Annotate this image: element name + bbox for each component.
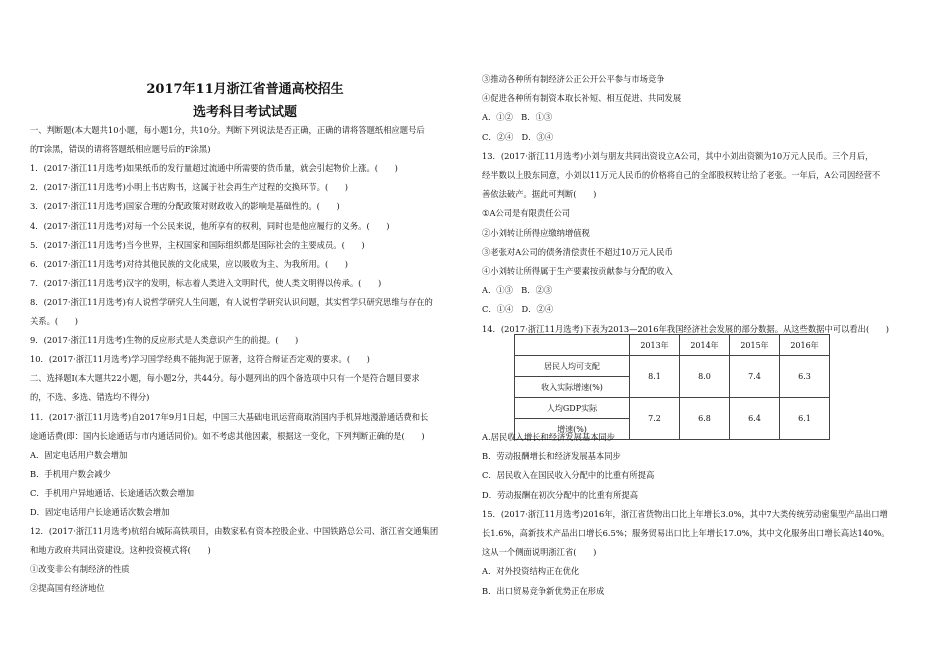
text-line: 6．(2017·浙江11月选考)对待其他民族的文化成果，应以吸收为主、为我所用。( ) <box>30 258 349 269</box>
table-row-label: 人均GDP实际 <box>515 398 630 419</box>
text-line: 二、选择题Ⅰ(本大题共22小题，每小题2分，共44分。每小题列出的四个备选项中只有一个是符合题目要求 <box>30 373 420 384</box>
text-line: ③推动各种所有制经济公正公开公平参与市场竞争 <box>482 74 665 84</box>
text-line: 15．(2017·浙江11月选考)2016年，浙江省货物出口比上年增长3.0%，其中7大类传统劳动密集型产品出口增 <box>482 508 888 519</box>
text-line: ①改变非公有制经济的性质 <box>30 564 130 575</box>
text-line: 这从一个侧面说明浙江省( ) <box>482 547 597 558</box>
text-line: C．居民收入在国民收入分配中的比重有所提高 <box>482 470 655 481</box>
text-line: D．固定电话用户长途通话次数会增加 <box>30 507 170 517</box>
text-line: ④小刘转让所得属于生产要素按贡献参与分配的收入 <box>482 266 673 276</box>
text-line: C．①④ D．②④ <box>482 304 554 315</box>
table-row <box>515 356 830 377</box>
text-line: 途通话费(即：国内长途通话与市内通话同价)。如不考虑其他因素，根据这一变化，下列判断正确的是( ) <box>30 430 425 441</box>
data-table <box>514 334 830 440</box>
text-line: 4．(2017·浙江11月选考)对每一个公民来说，他所享有的权利，同时也是他应履行的义务。( ) <box>30 220 390 231</box>
text-line: ③老张对A公司的债务清偿责任不超过10万元人民币 <box>482 246 673 257</box>
text-line: 一、判断题(本大题共10小题，每小题1分，共10分。判断下列说法是否正确，正确的请将答题纸相应题号后 <box>30 125 425 135</box>
text-line: ④促进各种所有制资本取长补短、相互促进、共同发展 <box>482 93 682 104</box>
text-line: 的，不选、多选、错选均不得分) <box>30 392 150 403</box>
table-header-cell: 2014年 <box>680 335 730 356</box>
text-line: A．①③ B．②③ <box>482 285 553 296</box>
text-line: 5．(2017·浙江11月选考)当今世界，主权国家和国际组织都是国际社会的主要成员。( ) <box>30 239 365 250</box>
text-line: 长1.6%，高新技术产品出口增长6.5%；服务贸易出口比上年增长17.0%，其中文化服务出口增长高达140%。 <box>482 528 890 538</box>
table-cell: 6.4 <box>730 398 780 440</box>
text-line: B．手机用户数会减少 <box>30 468 111 479</box>
text-line: 善依法破产。据此可判断( ) <box>482 189 597 200</box>
table-row-label: 增速(%) <box>515 419 630 440</box>
text-line: 和地方政府共同出资建设。这种投资模式将( ) <box>30 545 211 556</box>
table-row-label: 收入实际增速(%) <box>515 377 630 398</box>
text-line: 12．(2017·浙江11月选考)杭绍台城际高铁项目，由数家私有资本控股企业、中国铁路总公司、浙江省交通集团 <box>30 526 439 537</box>
table-header-cell: 2016年 <box>780 335 830 356</box>
text-line: C．手机用户异地通话、长途通话次数会增加 <box>30 487 194 498</box>
text-line: 9．(2017·浙江11月选考)生物的反应形式是人类意识产生的前提。( ) <box>30 335 299 346</box>
text-line: 11．(2017·浙江11月选考)自2017年9月1日起，中国三大基础电讯运营商取消国内手机异地漫游通话费和长 <box>30 411 429 422</box>
text-line: 14．(2017·浙江11月选考)下表为2013—2016年我国经济社会发展的部分数据。从这些数据中可以看出( ) <box>482 323 890 334</box>
text-line: 8．(2017·浙江11月选考)有人说哲学研究人生问题，有人说哲学研究认识问题，其实哲学只研究思维与存在的 <box>30 296 433 307</box>
text-line: A.居民收入增长和经济发展基本同步 <box>482 432 616 442</box>
text-line: 2．(2017·浙江11月选考)小明上书店购书，这属于社会再生产过程的交换环节。( ) <box>30 182 349 193</box>
text-line: 关系。( ) <box>30 316 78 326</box>
page-title: 2017年11月浙江省普通高校招生 <box>146 82 344 97</box>
table-cell: 6.3 <box>780 356 830 398</box>
text-line: A．对外投资结构正在优化 <box>482 566 580 577</box>
text-line: 10．(2017·浙江11月选考)学习国学经典不能拘泥于原著，这符合辩证否定观的要求。( ) <box>30 354 370 365</box>
table-cell: 6.1 <box>780 398 830 440</box>
table-row-label: 居民人均可支配 <box>515 356 630 377</box>
table-cell: 6.8 <box>680 398 730 440</box>
table-cell: 8.1 <box>630 356 680 398</box>
table-cell: 7.4 <box>730 356 780 398</box>
text-line: ①A公司是有限责任公司 <box>482 208 571 219</box>
text-line: ②提高国有经济地位 <box>30 583 105 594</box>
text-line: 3．(2017·浙江11月选考)国家合理的分配政策对财政收入的影响是基础性的。( ) <box>30 201 340 212</box>
text-line: 1．(2017·浙江11月选考)如果纸币的发行量超过流通中所需要的货币量，就会引起物价上涨。( ) <box>30 163 398 174</box>
table-cell: 8.0 <box>680 356 730 398</box>
table-header-cell: 2015年 <box>730 335 780 356</box>
table-header-row <box>515 335 830 356</box>
text-line: B．劳动报酬增长和经济发展基本同步 <box>482 451 621 462</box>
table-cell: 7.2 <box>630 398 680 440</box>
page-subtitle: 选考科目考试试题 <box>192 105 297 120</box>
text-line: 的T涂黑，错误的请将答题纸相应题号后的F涂黑) <box>30 144 211 155</box>
text-line: A．固定电话用户数会增加 <box>30 449 128 460</box>
text-line: C．②④ D．③④ <box>482 131 554 142</box>
text-line: B．出口贸易竞争新优势正在形成 <box>482 585 605 596</box>
table-row <box>515 398 830 419</box>
table-header-cell: 2013年 <box>630 335 680 356</box>
text-line: A．①② B．①③ <box>482 112 553 123</box>
table-corner-cell <box>515 335 630 356</box>
text-line: 经半数以上股东同意，小刘以11万元人民币的价格将自己的全部股权转让给了老张。一年后，A公司因经营不 <box>482 170 881 180</box>
text-line: 7．(2017·浙江11月选考)汉字的发明，标志着人类进入文明时代，使人类文明得以传承。( ) <box>30 277 382 288</box>
text-line: D．劳动报酬在初次分配中的比重有所提高 <box>482 489 638 500</box>
text-line: ②小刘转让所得应缴纳增值税 <box>482 227 590 238</box>
text-line: 13．(2017·浙江11月选考)小刘与朋友共同出资设立A公司，其中小刘出资额为10万元人民币。三个月后， <box>482 150 874 161</box>
